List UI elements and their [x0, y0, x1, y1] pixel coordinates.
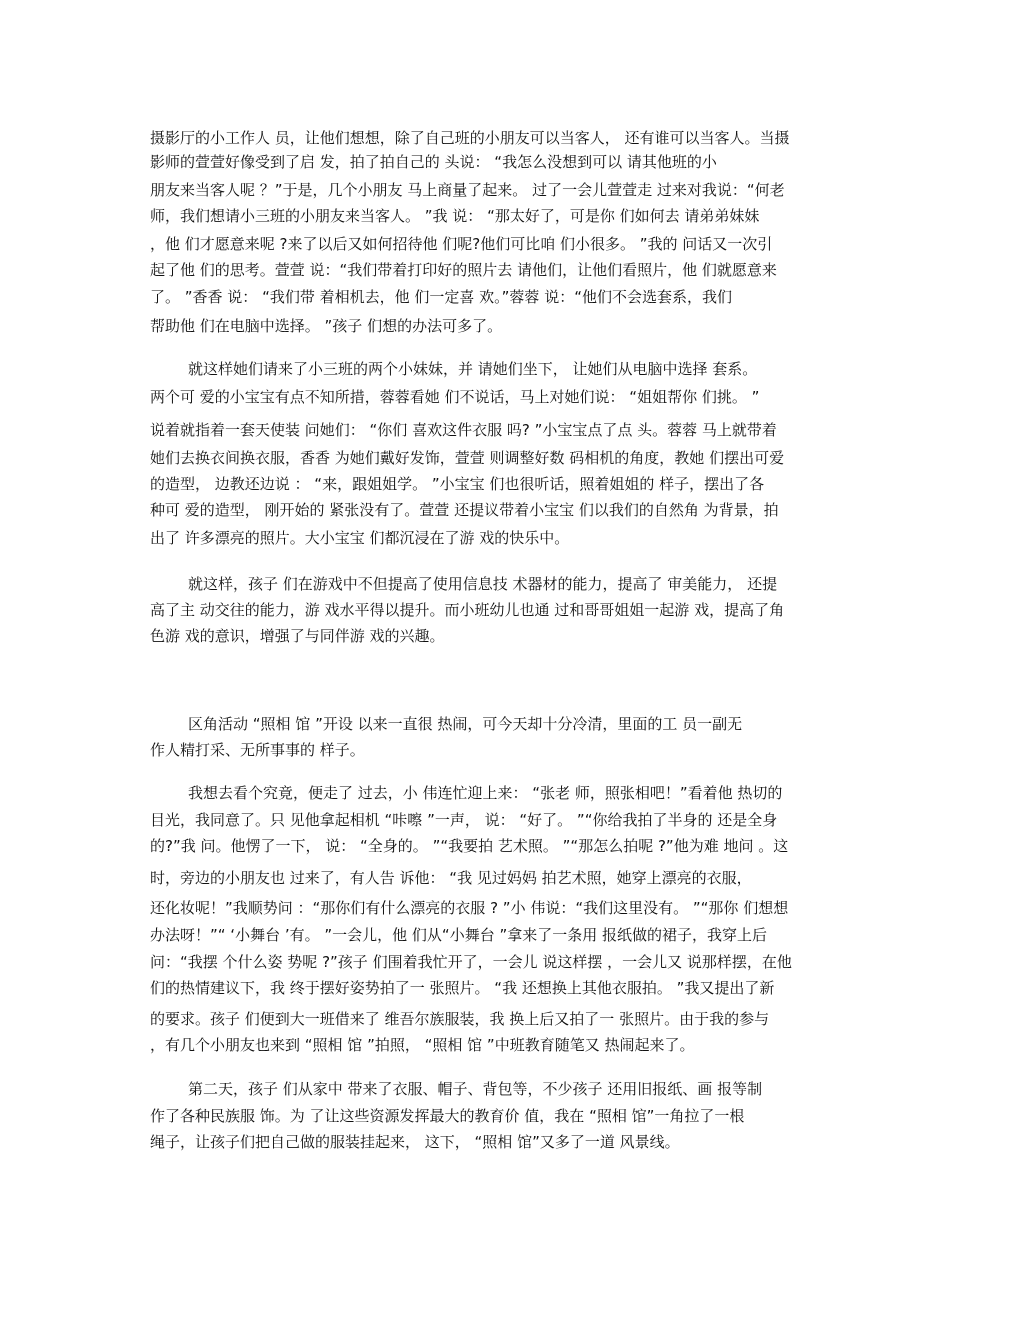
paragraph-line: 就这样，孩子 们在游戏中不但提高了使用信息技 术器材的能力，提高了 审美能力， 还提	[188, 575, 778, 593]
paragraph-line: ，有几个小朋友也来到 “照相 馆 ”拍照， “照相 馆 ”中班教育随笔又 热闹起来了。	[150, 1036, 695, 1054]
paragraph-line: ，他 们才愿意来呢 ?来了以后又如何招待他 们呢?他们可比咱 们小很多。 ”我的 问话又一次引	[150, 235, 773, 253]
paragraph-line: 作了各种民族服 饰。为 了让这些资源发挥最大的教育价 值，我在 “照相 馆”一角拉了一根	[150, 1107, 745, 1125]
paragraph-line: 种可 爱的造型， 刚开始的 紧张没有了。萱萱 还提议带着小宝宝 们以我们的自然角 为背景，拍	[150, 501, 779, 519]
paragraph-line: 第二天，孩子 们从家中 带来了衣服、帽子、背包等，不少孩子 还用旧报纸、画 报等制	[188, 1080, 763, 1098]
paragraph-line: 还化妆呢！”我顺势问 ：“那你们有什么漂亮的衣服 ? ”小 伟说：“我们这里没有。 ”“那你 们想想	[150, 899, 789, 917]
paragraph-line: 摄影厅的小工作人 员，让他们想想，除了自己班的小朋友可以当客人， 还有谁可以当客人。当摄	[150, 129, 790, 147]
paragraph-line: 色游 戏的意识，增强了与同伴游 戏的兴趣。	[150, 627, 445, 645]
paragraph-line: 她们去换衣间换衣服，香香 为她们戴好发饰，萱萱 则调整好数 码相机的角度，教她 们摆出可爱	[150, 449, 785, 467]
paragraph-line: 说着就指着一套天使装 问她们： “你们 喜欢这件衣服 吗? ”小宝宝点了点 头。蓉蓉 马上就带着	[150, 421, 777, 439]
paragraph-line: 时，旁边的小朋友也 过来了，有人告 诉他： “我 见过妈妈 拍艺术照，她穿上漂亮的衣服，	[150, 869, 752, 887]
paragraph-line: 两个可 爱的小宝宝有点不知所措，蓉蓉看她 们不说话，马上对她们说： “姐姐帮你 们挑。 ”	[150, 388, 760, 406]
paragraph-line: 起了他 们的思考。萱萱 说：“我们带着打印好的照片去 请他们，让他们看照片，他 们就愿意来	[150, 261, 777, 279]
paragraph-line: 办法呀！”“ ‘小舞台 ’有。 ”一会儿，他 们从“小舞台 ”拿来了一条用 报纸做的裙子，我穿上后	[150, 926, 768, 944]
paragraph-line: 的造型， 边教还边说 ： “来，跟姐姐学。 ”小宝宝 们也很听话，照着姐姐的 样子，摆出了各	[150, 475, 765, 493]
paragraph-line: 的要求。孩子 们便到大一班借来了 维吾尔族服装，我 换上后又拍了一 张照片。由于我的参与	[150, 1010, 770, 1028]
paragraph-line: 影师的萱萱好像受到了启 发，拍了拍自己的 头说： “我怎么没想到可以 请其他班的小	[150, 153, 717, 171]
paragraph-line: 绳子，让孩子们把自己做的服装挂起来， 这下， “照相 馆”又多了一道 风景线。	[150, 1133, 680, 1151]
paragraph-line: 朋友来当客人呢 ？”于是，几个小朋友 马上商量了起来。 过了一会儿萱萱走 过来对我说：“何老	[150, 181, 785, 199]
paragraph-line: 我想去看个究竟，便走了 过去，小 伟连忙迎上来： “张老 师，照张相吧！”看着他 热切的	[188, 784, 783, 802]
paragraph-line: 们的热情建议下，我 终于摆好姿势拍了一 张照片。 “我 还想换上其他衣服拍。 ”我又提出了新	[150, 979, 775, 997]
paragraph-line: 帮助他 们在电脑中选择。 ”孩子 们想的办法可多了。	[150, 317, 503, 335]
paragraph-line: 师，我们想请小三班的小朋友来当客人。 ”我 说： “那太好了，可是你 们如何去 请弟弟妹妹	[150, 207, 760, 225]
paragraph-line: 问：“我摆 个什么姿 势呢 ?”孩子 们围着我忙开了，一会儿 说这样摆 ，一会儿又 说那样摆，在他	[150, 953, 792, 971]
paragraph-line: 的?”我 问。他愣了一下， 说： “全身的。 ”“我要拍 艺术照。 ”“那怎么拍呢 ?”他为难 地问 。这	[150, 837, 789, 855]
paragraph-line: 目光，我同意了。只 见他拿起相机 “咔嚓 ”一声， 说： “好了。 ”“你给我拍了半身的 还是全身	[150, 811, 778, 829]
paragraph-line: 就这样她们请来了小三班的两个小妹妹，并 请她们坐下， 让她们从电脑中选择 套系。	[188, 360, 758, 378]
paragraph-line: 出了 许多漂亮的照片。大小宝宝 们都沉浸在了游 戏的快乐中。	[150, 529, 570, 547]
paragraph-line: 了。 ”香香 说： “我们带 着相机去，他 们一定喜 欢。”蓉蓉 说：“他们不会选套系，我们	[150, 288, 732, 306]
paragraph-line: 高了主 动交往的能力，游 戏水平得以提升。而小班幼儿也通 过和哥哥姐姐一起游 戏，提高了角	[150, 601, 785, 619]
paragraph-line: 区角活动 “照相 馆 ”开设 以来一直很 热闹，可今天却十分冷清，里面的工 员一副无	[188, 715, 743, 733]
paragraph-line: 作人精打采、无所事事的 样子。	[150, 741, 365, 759]
